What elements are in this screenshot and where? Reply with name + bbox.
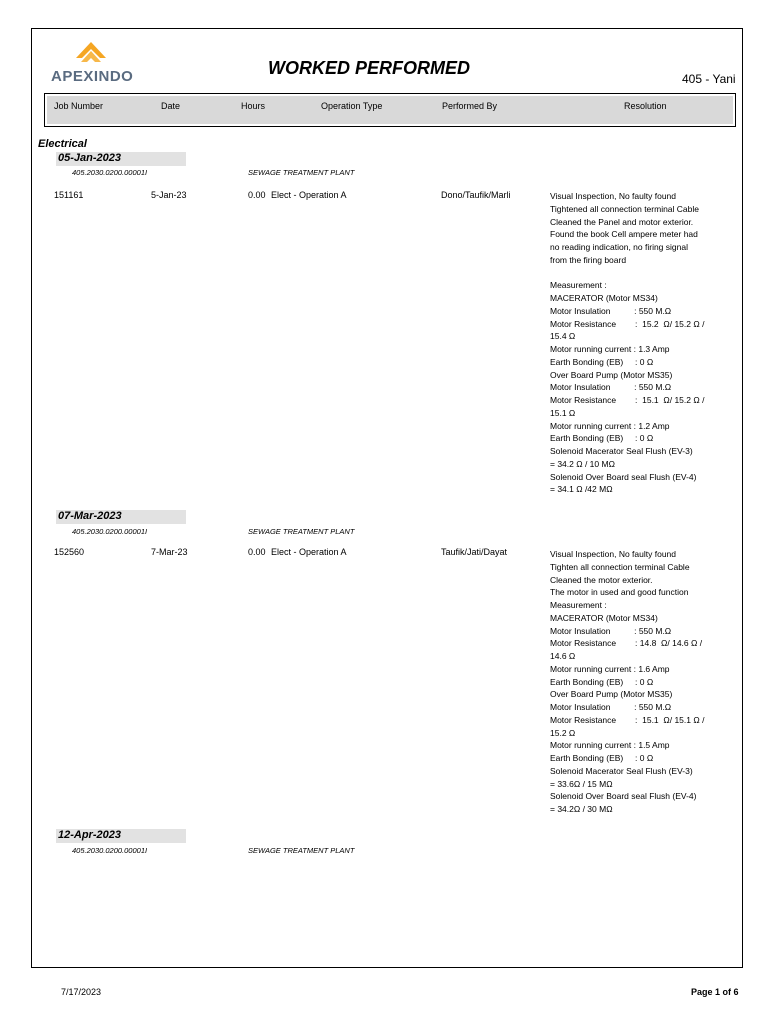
column-resolution: Resolution [624, 101, 667, 111]
footer-date: 7/17/2023 [61, 987, 102, 997]
resolution-line: Motor Resistance : 15.1 Ω/ 15.1 Ω / [550, 714, 705, 725]
resolution-line: 15.2 Ω [550, 727, 576, 738]
hours-value: 0.00 [248, 190, 266, 200]
resolution-line: The motor in used and good function [550, 587, 689, 598]
resolution-line: Solenoid Over Board seal Flush (EV-4) [550, 471, 697, 482]
resolution-line: = 34.2 Ω / 10 MΩ [550, 458, 615, 469]
resolution-line: Solenoid Macerator Seal Flush (EV-3) [550, 765, 693, 776]
logo-chevron-icon [73, 42, 109, 68]
resolution-line: 15.1 Ω [550, 407, 576, 418]
page-number: Page 1 of 6 [691, 987, 739, 997]
resolution-line: Earth Bonding (EB) : 0 Ω [550, 753, 654, 763]
resolution-line: from the firing board [550, 254, 627, 265]
asset-code: 405.2030.0200.00001I [72, 168, 148, 177]
column-hours: Hours [241, 101, 266, 111]
performed-by: Dono/Taufik/Marli [441, 190, 511, 200]
job-number: 151161 [54, 190, 84, 200]
resolution-line: Motor Insulation : 550 M.Ω [550, 702, 672, 712]
resolution-line: = 34.1 Ω /42 MΩ [550, 484, 613, 495]
section-title: Electrical [38, 138, 87, 150]
resolution-line: Motor Resistance : 15.1 Ω/ 15.2 Ω / [550, 395, 705, 405]
asset-code: 405.2030.0200.00001I [72, 527, 148, 536]
resolution-text [550, 190, 730, 496]
resolution-line: Solenoid Over Board seal Flush (EV-4) [550, 791, 697, 802]
company-logo [48, 42, 138, 90]
resolution-line: Solenoid Macerator Seal Flush (EV-3) [550, 446, 693, 456]
column-operation-type: Operation Type [321, 101, 383, 111]
resolution-line: Motor Insulation : 550 M.Ω [550, 625, 672, 636]
resolution-line [550, 267, 730, 280]
resolution-line: Visual Inspection, No faulty found [550, 191, 677, 201]
resolution-line: Motor running current : 1.2 Amp [550, 420, 670, 431]
resolution-line: 15.4 Ω [550, 331, 576, 342]
resolution-line: Tightened all connection terminal Cable [550, 203, 699, 214]
column-date: Date [161, 101, 181, 111]
column-job-number: Job Number [54, 101, 104, 111]
group-date: 07-Mar-2023 [58, 510, 122, 522]
resolution-line: Measurement : [550, 600, 607, 610]
plant-name: SEWAGE TREATMENT PLANT [248, 527, 355, 536]
resolution-line: Earth Bonding (EB) : 0 Ω [550, 676, 654, 687]
resolution-line: no reading indication, no firing signal [550, 242, 688, 252]
page-title: WORKED PERFORMED [268, 58, 470, 78]
resolution-line: Cleaned the motor exterior. [550, 574, 653, 585]
resolution-line: Motor running current : 1.5 Amp [550, 740, 670, 751]
performed-by: Taufik/Jati/Dayat [441, 547, 508, 557]
resolution-line: Motor Insulation : 550 M.Ω [550, 382, 672, 393]
date-group-header [56, 829, 186, 843]
operation-type: Elect - Operation A [271, 190, 347, 200]
resolution-line: Motor Insulation : 550 M.Ω [550, 305, 672, 316]
hours-value: 0.00 [248, 547, 266, 557]
resolution-line: Earth Bonding (EB) : 0 Ω [550, 433, 654, 444]
resolution-line: MACERATOR (Motor MS34) [550, 293, 658, 303]
job-date: 7-Mar-23 [151, 547, 188, 557]
resolution-line: Over Board Pump (Motor MS35) [550, 369, 673, 380]
job-number: 152560 [54, 547, 85, 557]
plant-name: SEWAGE TREATMENT PLANT [248, 846, 355, 855]
resolution-line: Motor running current : 1.3 Amp [550, 344, 670, 354]
rig-label: 405 - Yani [682, 72, 736, 86]
resolution-line: Measurement : [550, 280, 607, 291]
resolution-line: Motor running current : 1.6 Amp [550, 663, 670, 674]
resolution-line: Over Board Pump (Motor MS35) [550, 689, 673, 700]
resolution-line: Earth Bonding (EB) : 0 Ω [550, 356, 654, 367]
job-date: 5-Jan-23 [151, 190, 187, 200]
plant-name: SEWAGE TREATMENT PLANT [248, 168, 355, 177]
resolution-text [550, 548, 730, 816]
column-performed-by: Performed By [442, 101, 498, 111]
resolution-line: = 33.6Ω / 15 MΩ [550, 778, 613, 789]
group-date: 05-Jan-2023 [58, 152, 121, 164]
resolution-line: Motor Resistance : 15.2 Ω/ 15.2 Ω / [550, 318, 705, 329]
date-group-header [56, 152, 186, 166]
logo-text: APEXINDO [51, 68, 134, 85]
resolution-line: Tighten all connection terminal Cable [550, 561, 690, 572]
resolution-line: Motor Resistance : 14.8 Ω/ 14.6 Ω / [550, 638, 703, 649]
resolution-line: = 34.2Ω / 30 MΩ [550, 804, 613, 814]
resolution-line: Cleaned the Panel and motor exterior. [550, 216, 694, 227]
date-group-header [56, 510, 186, 524]
asset-code: 405.2030.0200.00001I [72, 846, 148, 855]
group-date: 12-Apr-2023 [58, 829, 121, 841]
resolution-line: Found the book Cell ampere meter had [550, 229, 698, 240]
resolution-line: Visual Inspection, No faulty found [550, 549, 677, 559]
operation-type: Elect - Operation A [271, 547, 347, 557]
resolution-line: 14.6 Ω [550, 651, 576, 661]
resolution-line: MACERATOR (Motor MS34) [550, 612, 658, 623]
